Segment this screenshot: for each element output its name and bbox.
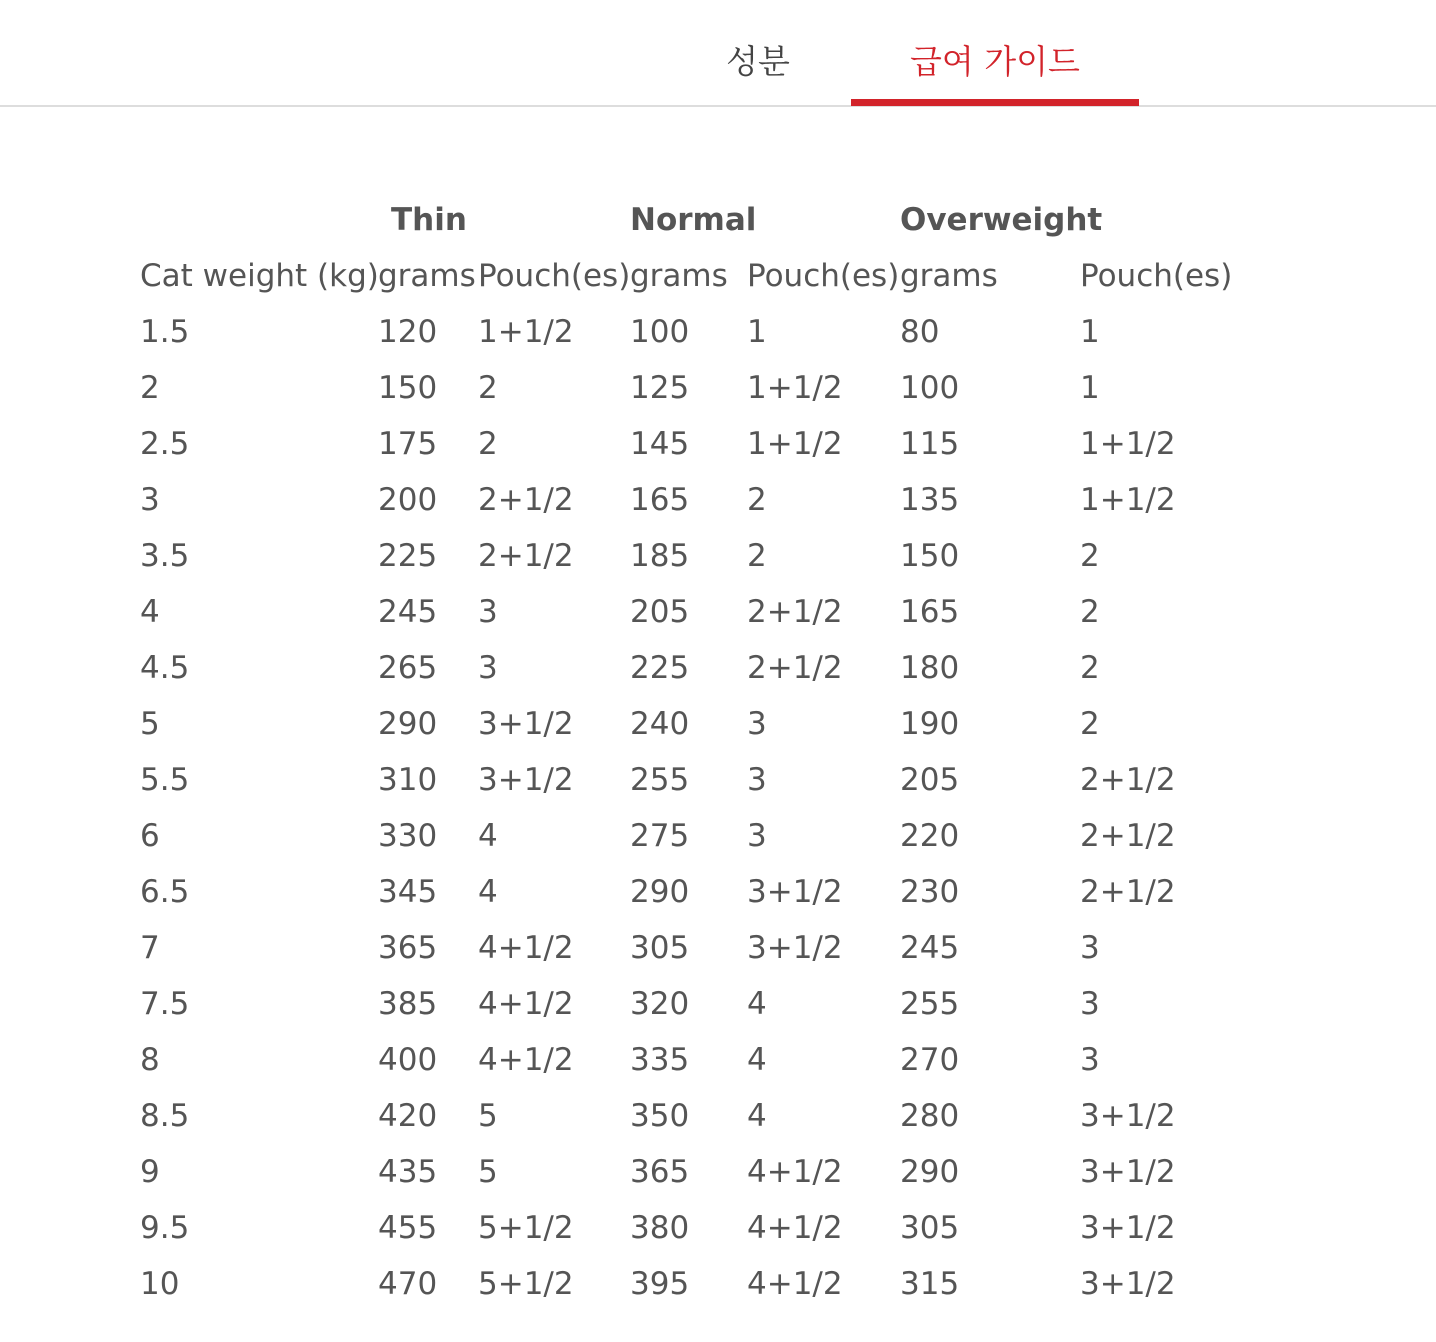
table-cell: 2 <box>747 538 767 574</box>
table-cell: 4 <box>747 1098 767 1134</box>
table-cell: 7.5 <box>140 986 190 1022</box>
table-cell: 1+1/2 <box>747 370 843 406</box>
tab-ingredients-label: 성분 <box>726 42 790 81</box>
table-cell: 3 <box>747 818 767 854</box>
table-cell: 2+1/2 <box>478 538 574 574</box>
table-cell: 4 <box>747 986 767 1022</box>
table-cell: 5.5 <box>140 762 190 798</box>
table-cell: 3 <box>478 650 498 686</box>
table-cell: 8 <box>140 1042 160 1078</box>
table-cell: 4 <box>140 594 160 630</box>
table-cell: 175 <box>378 426 438 462</box>
table-cell: 220 <box>900 818 960 854</box>
table-cell: 2+1/2 <box>1080 818 1176 854</box>
table-cell: 205 <box>630 594 690 630</box>
table-cell: 3+1/2 <box>1080 1154 1176 1190</box>
table-cell: 2 <box>478 370 498 406</box>
table-cell: 1+1/2 <box>747 426 843 462</box>
table-cell: 165 <box>900 594 960 630</box>
table-cell: 180 <box>900 650 960 686</box>
table-cell: 10 <box>140 1266 180 1302</box>
table-cell: 400 <box>378 1042 438 1078</box>
table-cell: 3.5 <box>140 538 190 574</box>
table-cell: 3 <box>747 706 767 742</box>
column-header: grams <box>630 258 728 294</box>
table-cell: 3+1/2 <box>747 930 843 966</box>
table-cell: 290 <box>378 706 438 742</box>
table-cell: 455 <box>378 1210 438 1246</box>
table-cell: 240 <box>630 706 690 742</box>
tab-bar <box>0 0 1436 107</box>
table-cell: 3 <box>140 482 160 518</box>
table-cell: 115 <box>900 426 960 462</box>
table-cell: 2+1/2 <box>478 482 574 518</box>
table-cell: 150 <box>378 370 438 406</box>
tab-feeding-guide[interactable] <box>851 0 1139 107</box>
table-cell: 290 <box>900 1154 960 1190</box>
table-cell: 335 <box>630 1042 690 1078</box>
table-cell: 4 <box>478 874 498 910</box>
table-cell: 4+1/2 <box>478 1042 574 1078</box>
table-cell: 380 <box>630 1210 690 1246</box>
table-cell: 270 <box>900 1042 960 1078</box>
table-cell: 2 <box>1080 594 1100 630</box>
column-header: Pouch(es) <box>747 258 900 294</box>
table-cell: 3 <box>478 594 498 630</box>
table-cell: 150 <box>900 538 960 574</box>
table-cell: 2 <box>747 482 767 518</box>
table-cell: 2+1/2 <box>1080 874 1176 910</box>
table-cell: 350 <box>630 1098 690 1134</box>
table-cell: 365 <box>630 1154 690 1190</box>
table-cell: 310 <box>378 762 438 798</box>
table-cell: 9.5 <box>140 1210 190 1246</box>
table-cell: 4+1/2 <box>478 986 574 1022</box>
table-cell: 245 <box>900 930 960 966</box>
table-cell: 330 <box>378 818 438 854</box>
table-cell: 1.5 <box>140 314 190 350</box>
table-cell: 3+1/2 <box>1080 1210 1176 1246</box>
table-cell: 2+1/2 <box>747 594 843 630</box>
table-cell: 4+1/2 <box>747 1210 843 1246</box>
table-cell: 385 <box>378 986 438 1022</box>
table-cell: 2 <box>1080 706 1100 742</box>
table-cell: 5+1/2 <box>478 1266 574 1302</box>
table-cell: 1+1/2 <box>1080 426 1176 462</box>
table-cell: 1 <box>1080 370 1100 406</box>
table-cell: 3+1/2 <box>478 706 574 742</box>
table-cell: 275 <box>630 818 690 854</box>
table-cell: 2+1/2 <box>747 650 843 686</box>
table-cell: 2 <box>478 426 498 462</box>
column-header: Cat weight (kg) <box>140 258 379 294</box>
table-cell: 1 <box>1080 314 1100 350</box>
table-cell: 345 <box>378 874 438 910</box>
table-cell: 6.5 <box>140 874 190 910</box>
table-cell: 3 <box>1080 930 1100 966</box>
table-cell: 3+1/2 <box>1080 1098 1176 1134</box>
table-cell: 4+1/2 <box>747 1266 843 1302</box>
table-cell: 470 <box>378 1266 438 1302</box>
table-cell: 3+1/2 <box>1080 1266 1176 1302</box>
table-cell: 135 <box>900 482 960 518</box>
table-cell: 2 <box>140 370 160 406</box>
table-cell: 9 <box>140 1154 160 1190</box>
group-thin-heading: Thin <box>391 202 467 238</box>
table-cell: 5 <box>478 1154 498 1190</box>
table-cell: 120 <box>378 314 438 350</box>
table-cell: 4 <box>478 818 498 854</box>
group-normal-heading: Normal <box>630 202 757 238</box>
table-cell: 225 <box>630 650 690 686</box>
table-cell: 245 <box>378 594 438 630</box>
table-cell: 8.5 <box>140 1098 190 1134</box>
table-cell: 4+1/2 <box>478 930 574 966</box>
column-header: grams <box>378 258 476 294</box>
table-cell: 2 <box>1080 538 1100 574</box>
table-cell: 1 <box>747 314 767 350</box>
table-cell: 290 <box>630 874 690 910</box>
table-cell: 1+1/2 <box>1080 482 1176 518</box>
table-cell: 255 <box>900 986 960 1022</box>
table-cell: 5 <box>140 706 160 742</box>
table-cell: 4 <box>747 1042 767 1078</box>
active-tab-indicator <box>851 99 1139 106</box>
table-cell: 2 <box>1080 650 1100 686</box>
table-cell: 225 <box>378 538 438 574</box>
table-cell: 3 <box>1080 1042 1100 1078</box>
table-cell: 305 <box>630 930 690 966</box>
table-cell: 435 <box>378 1154 438 1190</box>
table-cell: 2.5 <box>140 426 190 462</box>
table-cell: 7 <box>140 930 160 966</box>
table-cell: 315 <box>900 1266 960 1302</box>
table-cell: 4.5 <box>140 650 190 686</box>
table-cell: 320 <box>630 986 690 1022</box>
table-cell: 5 <box>478 1098 498 1134</box>
table-cell: 395 <box>630 1266 690 1302</box>
table-cell: 280 <box>900 1098 960 1134</box>
table-cell: 3+1/2 <box>478 762 574 798</box>
table-cell: 80 <box>900 314 940 350</box>
table-cell: 165 <box>630 482 690 518</box>
table-cell: 2+1/2 <box>1080 762 1176 798</box>
table-cell: 265 <box>378 650 438 686</box>
table-cell: 145 <box>630 426 690 462</box>
table-cell: 100 <box>630 314 690 350</box>
table-cell: 205 <box>900 762 960 798</box>
column-header: grams <box>900 258 998 294</box>
table-cell: 420 <box>378 1098 438 1134</box>
group-overweight-heading: Overweight <box>900 202 1103 238</box>
table-cell: 200 <box>378 482 438 518</box>
tab-ingredients[interactable] <box>690 0 826 107</box>
table-cell: 255 <box>630 762 690 798</box>
column-header: Pouch(es) <box>1080 258 1233 294</box>
table-cell: 305 <box>900 1210 960 1246</box>
tab-feeding-guide-label: 급여 가이드 <box>910 42 1080 81</box>
table-cell: 100 <box>900 370 960 406</box>
table-cell: 3 <box>747 762 767 798</box>
table-cell: 1+1/2 <box>478 314 574 350</box>
table-cell: 190 <box>900 706 960 742</box>
table-cell: 5+1/2 <box>478 1210 574 1246</box>
column-header: Pouch(es) <box>478 258 631 294</box>
table-cell: 125 <box>630 370 690 406</box>
table-cell: 4+1/2 <box>747 1154 843 1190</box>
table-cell: 3 <box>1080 986 1100 1022</box>
table-cell: 365 <box>378 930 438 966</box>
table-cell: 185 <box>630 538 690 574</box>
table-cell: 3+1/2 <box>747 874 843 910</box>
table-cell: 6 <box>140 818 160 854</box>
table-cell: 230 <box>900 874 960 910</box>
